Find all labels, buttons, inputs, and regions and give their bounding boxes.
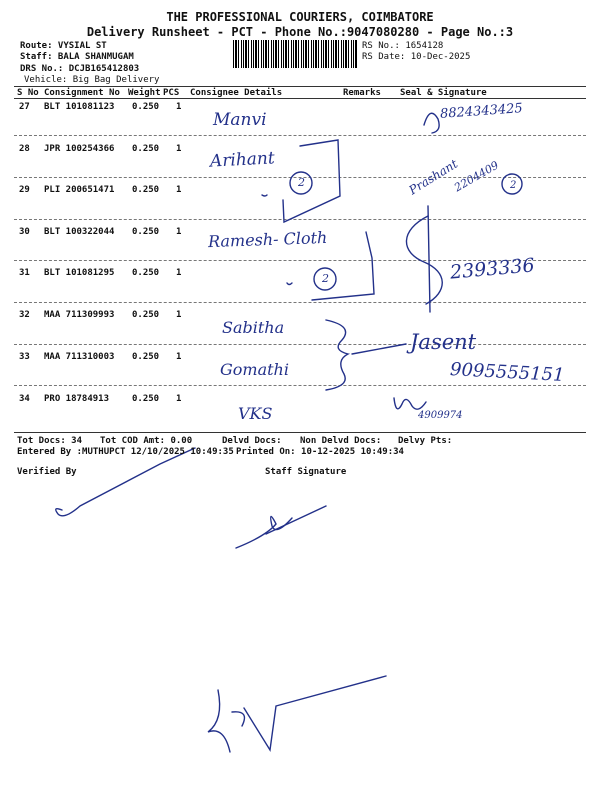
row-consignment: MAA 711310003 xyxy=(44,352,115,362)
verified-by-label: Verified By xyxy=(17,467,77,477)
printed-on: Printed On: 10-12-2025 10:49:34 xyxy=(236,447,404,457)
row-consignment: JPR 100254366 xyxy=(44,144,115,154)
row-weight: 0.250 xyxy=(132,352,160,362)
handwritten-name: Arihant xyxy=(209,148,276,172)
handwritten-count: 2 xyxy=(322,272,329,285)
row-sno: 28 xyxy=(19,144,30,154)
runsheet-subtitle: Delivery Runsheet - PCT - Phone No.:9047080280 - Page No.:3 xyxy=(86,25,514,39)
row-pcs: 1 xyxy=(176,310,182,320)
drs-no: DRS No.: DCJB165412803 xyxy=(20,64,140,74)
handwritten-name: VKS xyxy=(238,404,273,423)
col-pcs: PCS xyxy=(163,88,180,98)
row-pcs: 1 xyxy=(176,394,182,404)
handwritten-name: Gomathi xyxy=(220,360,289,379)
handwritten-number: 2204409 xyxy=(452,158,501,195)
staff: Staff: BALA SHANMUGAM xyxy=(20,52,134,62)
row-weight: 0.250 xyxy=(132,144,160,154)
handwritten-name: Manvi xyxy=(213,110,267,130)
row-sno: 27 xyxy=(19,102,30,112)
handwritten-count: 2 xyxy=(298,176,305,189)
col-weight: Weight xyxy=(128,88,161,98)
row-sno: 33 xyxy=(19,352,30,362)
col-remarks: Remarks xyxy=(343,88,381,98)
row-weight: 0.250 xyxy=(132,310,160,320)
row-weight: 0.250 xyxy=(132,227,160,237)
handwritten-phone: 9095555151 xyxy=(449,359,566,386)
col-seal: Seal & Signature xyxy=(400,88,487,98)
route: Route: VYSIAL ST xyxy=(20,41,107,51)
handwritten-name: Ramesh- Cloth xyxy=(207,227,328,252)
row-sno: 32 xyxy=(19,310,30,320)
row-sno: 31 xyxy=(19,268,30,278)
row-sno: 30 xyxy=(19,227,30,237)
handwritten-count: 2 xyxy=(510,180,517,191)
rs-no: RS No.: 1654128 xyxy=(362,41,444,51)
row-weight: 0.250 xyxy=(132,185,160,195)
row-sno: 29 xyxy=(19,185,30,195)
row-consignment: BLT 101081295 xyxy=(44,268,115,278)
row-pcs: 1 xyxy=(176,144,182,154)
vehicle: Vehicle: Big Bag Delivery xyxy=(24,75,160,85)
row-consignment: PLI 200651471 xyxy=(44,185,115,195)
row-consignment: MAA 711309993 xyxy=(44,310,115,320)
col-consignee: Consignee Details xyxy=(190,88,283,98)
entered-by: Entered By :MUTHUPCT 12/10/2025 10:49:35 xyxy=(17,447,234,457)
row-sno: 34 xyxy=(19,394,30,404)
row-pcs: 1 xyxy=(176,352,182,362)
row-pcs: 1 xyxy=(176,227,182,237)
col-sno: S No xyxy=(17,88,39,98)
staff-signature-label: Staff Signature xyxy=(265,467,347,477)
handwritten-name: Prashant xyxy=(406,156,461,198)
row-consignment: BLT 100322044 xyxy=(44,227,115,237)
delivery-points: Delvy Pts: xyxy=(398,436,453,446)
total-cod: Tot COD Amt: 0.00 xyxy=(100,436,193,446)
company-title: THE PROFESSIONAL COURIERS, COIMBATORE xyxy=(166,10,434,24)
row-weight: 0.250 xyxy=(132,102,160,112)
row-consignment: PRO 18784913 xyxy=(44,394,110,404)
handwritten-phone: 8824343425 xyxy=(439,101,524,122)
delivered-docs: Delvd Docs: xyxy=(222,436,282,446)
handwritten-phone: 2393336 xyxy=(449,254,536,284)
row-consignment: BLT 101081123 xyxy=(44,102,115,112)
handwritten-name: Sabitha xyxy=(222,318,285,337)
row-weight: 0.250 xyxy=(132,394,160,404)
non-delivered-docs: Non Delvd Docs: xyxy=(300,436,382,446)
total-docs: Tot Docs: 34 xyxy=(17,436,83,446)
row-weight: 0.250 xyxy=(132,268,160,278)
handwritten-receiver: Jasent xyxy=(410,330,477,354)
row-pcs: 1 xyxy=(176,185,182,195)
row-pcs: 1 xyxy=(176,268,182,278)
row-pcs: 1 xyxy=(176,102,182,112)
col-consignment: Consignment No xyxy=(44,88,120,98)
rs-date: RS Date: 10-Dec-2025 xyxy=(362,52,471,62)
handwritten-number: 4909974 xyxy=(418,410,463,421)
